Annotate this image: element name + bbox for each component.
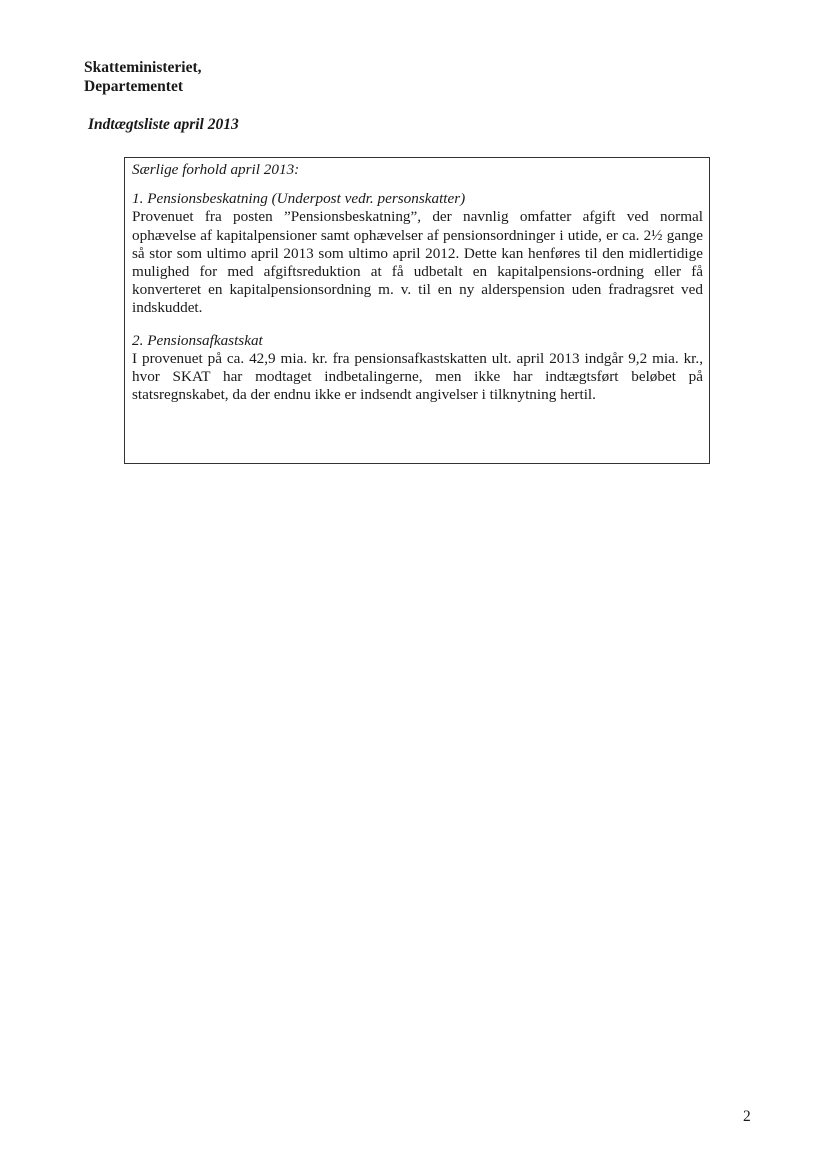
section-gap [132,318,703,332]
notice-heading: Særlige forhold april 2013: [132,161,300,178]
section-1-title: 1. Pensionsbeskatning (Underpost vedr. personskatter) [132,190,466,208]
section-2-title: 2. Pensionsafkastskat [132,331,263,349]
notice-box [124,157,710,464]
organization-line-2: Departementet [84,78,183,95]
page-number: 2 [743,1108,751,1125]
section-1-body: Provenuet fra posten ”Pensionsbeskatning”, der navnlig omfatter afgift ved normal ophævelse af kapitalpensioner samt ophævelser af pensionsordninger i utide, er ca. 2½ gange så stor som ultimo april 2013 som ultimo april 2012. Dette kan henføres til den midlertidige mulighed for med afgiftsreduktion at få udbetalt en kapitalpensions-ordning eller få konverteret en kapitalpensionsordning m. v. til en ny alderspension uden fradragsret ved indskuddet. [132,208,703,317]
section-2-body: I provenuet på ca. 42,9 mia. kr. fra pensionsafkastskatten ult. april 2013 indgår 9,2 mia. kr., hvor SKAT har modtaget indbetalingerne, men ikke har indtægtsført beløbet på statsregnskabet, da der endnu ikke er indsendt angivelser i tilknytning hertil. [132,349,703,404]
document-title: Indtægtsliste april 2013 [88,116,239,133]
organization-name [84,58,202,96]
organization-line-1: Skatteministeriet, [84,59,202,76]
